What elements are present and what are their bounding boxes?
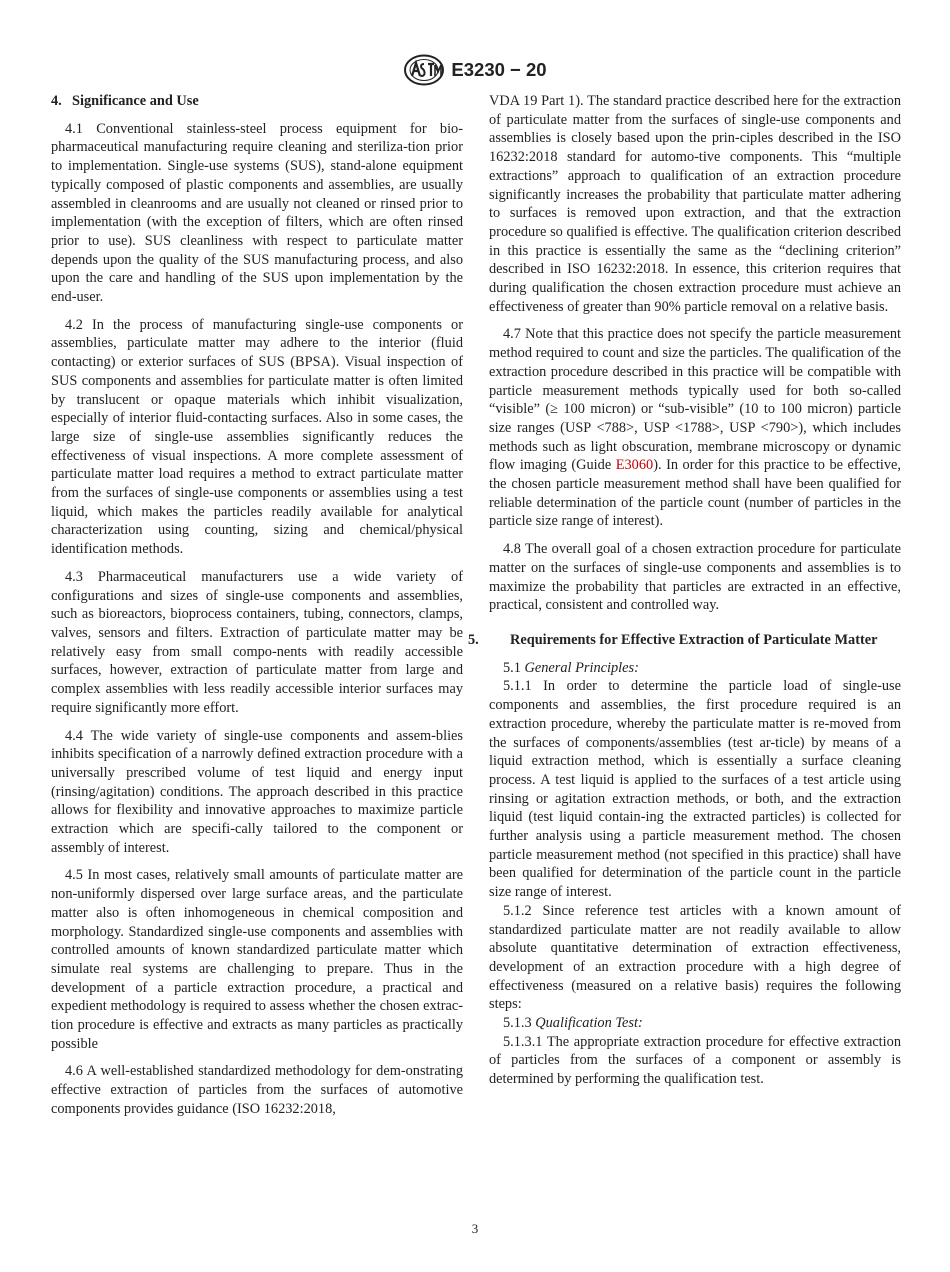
paragraph-4-7-text-b: ). In order for this practice to be effective, the chosen particle measurement method shall have been qualified for reliable determination of the particle count (number of particles in the particle size range of interest).	[489, 457, 902, 530]
section-4-heading	[51, 92, 463, 111]
paragraph-5-1	[489, 659, 901, 678]
paragraph-5-1-number: 5.1	[503, 659, 521, 676]
paragraph-4-5: 4.5 In most cases, relatively small amounts of particulate matter are non-uniformly dispersed over large surface areas, and the particulate matter also is often inhomogeneous in chemical composition and morphology. Standardized single-use components and assemblies with controlled amounts of known standardized particulate matter which simulate real systems are challenging to prepare. Thus in the development of a particle extraction procedure, a practical and expedient methodology is required to assess whether the chosen extrac-tion procedure is effective and extracts as many particles as practically possible	[51, 867, 463, 1052]
page-number: 3	[471, 1221, 479, 1236]
paragraph-4-1: 4.1 Conventional stainless-steel process equipment for bio-pharmaceutical manufacturing require cleaning and steriliza-tion prior to implementation. Single-use systems (SUS), stand-alone equipment typically composed of plastic components and assemblies, are usually assembled in cleanrooms and are usually not cleaned or rinsed prior to implementation (with the exception of filters, which are often rinsed prior to use). SUS cleanliness with respect to particulate matter depends upon the quality of the SUS manufacturing process, and also upon the care and handling of the SUS upon implementation by the end-user.	[51, 120, 463, 306]
paragraph-5-1-3-1: 5.1.3.1 The appropriate extraction procedure for effective extraction of particles from the surfaces of a component or assembly is determined by performing the qualification test.	[489, 1033, 901, 1088]
paragraph-5-1-3-title: Qualification Test:	[535, 1015, 643, 1032]
paragraph-5-1-3-number: 5.1.3	[503, 1015, 532, 1032]
left-column	[51, 92, 463, 1119]
document-designation: E3230 − 20	[451, 59, 547, 80]
section-4-number: 4.	[51, 93, 62, 109]
page-header	[0, 54, 950, 86]
paragraph-4-2: 4.2 In the process of manufacturing single-use components or assemblies, particulate matter may adhere to the interior (fluid contacting) or exterior surfaces of SUS (BPSA). Visual inspection of SUS components and assemblies for particulate matter is often limited by translucent or opaque materials which inhibit visualization, especially of interior fluid-contacting surfaces. Also in some cases, the large size of single-use assemblies significantly reduces the effectiveness of visual inspections. A more complete assessment of particulate matter load requires a method to extract particulate matter from the surfaces of single-use components or assemblies using a test liquid, which makes the particles readily available for analytical characterization using counting, sizing and chemical/physical identification methods.	[51, 316, 463, 558]
section-5-title: Requirements for Effective Extraction of Particulate Matter	[510, 631, 878, 648]
guide-e3060-link[interactable]: E3060	[615, 457, 654, 474]
paragraph-4-6: 4.6 A well-established standardized methodology for dem-onstrating effective extraction of particles from the surfaces of automotive components provides guidance (ISO 16232:2018,	[51, 1063, 463, 1117]
paragraph-4-7-text-a: 4.7 Note that this practice does not specify the particle measurement method required to count and size the particles. The qualification of the extraction procedure described in this practice will be compatible with particle measurement methods typically used for both so-called “visible” (≥ 100 micron) or “sub-visible” (10 to 100 micron) particle size ranges (USP <788>, USP <1788>, USP <790>), which includes methods such as light obscuration, membrane microscopy or dynamic flow imaging (Guide	[489, 326, 901, 474]
section-5-heading	[468, 631, 901, 650]
right-column	[468, 92, 902, 1089]
paragraph-4-7	[489, 325, 901, 531]
paragraph-4-8: 4.8 The overall goal of a chosen extraction procedure for particulate matter on the surfaces of single-use components and assemblies is to maximize the probability that particles are extracted in an effective, practical, consistent and controlled way.	[489, 541, 901, 614]
paragraph-5-1-2: 5.1.2 Since reference test articles with a known amount of standardized particulate matter are not readily available to allow absolute quantitative determination of extraction effectiveness, development of an extraction procedure with a high degree of effectiveness (measured on a relative basis) requires the following steps:	[489, 902, 901, 1013]
paragraph-5-1-3	[489, 1014, 901, 1033]
paragraph-5-1-title: General Principles:	[524, 659, 639, 676]
paragraph-5-1-1: 5.1.1 In order to determine the particle load of single-use components and assemblies, the first procedure required is an extraction procedure, whereby the particulate matter is re-moved from the surfaces of components/assemblies (test ar-ticle) by means of a liquid extraction method, which is essentially a surface cleaning process. A test liquid is applied to the surfaces of a test article using rinsing or agitation extraction methods, or both, and the extraction liquid (test liquid contain-ing the extracted particles) is collected for further analysis using a particle measurement method. The chosen particle measurement method (not specified in this practice) shall have been qualified for determination of the particle count in the particle size range of interest.	[489, 678, 901, 901]
paragraph-4-3: 4.3 Pharmaceutical manufacturers use a wide variety of configurations and sizes of single-use components and assemblies, such as bioreactors, bioprocess containers, tubing, connectors, clamps, valves, sensors and filters. Extraction of particulate matter may be relatively easy from small compo-nents with readily accessible surfaces, however, extraction of particulate matter from large and complex assemblies with less readily accessible interior surfaces may require significantly more effort.	[51, 568, 463, 716]
section-5-number: 5.	[468, 631, 479, 648]
astm-logo-icon	[403, 54, 445, 86]
section-4-title: Significance and Use	[72, 93, 199, 109]
paragraph-4-4: 4.4 The wide variety of single-use components and assem-blies inhibits specification of a narrowly defined extraction procedure with a universally prescribed volume of test liquid and energy input (rinsing/agitation) conditions. The approach described in this practice allows for flexibility and innovative approaches to maximize particle extraction which are specifi-cally tailored to the component or assembly of interest.	[51, 727, 463, 856]
paragraph-4-6-continued: VDA 19 Part 1). The standard practice described here for the extraction of particulate matter from the surfaces of single-use components and assemblies is closely based upon the prin-ciples described in the ISO 16232:2018 standard for automo-tive components. This “multiple extractions” approach to qualification of an extraction procedure significantly increases the probability that particulate matter adhering to surfaces is removed upon extraction, and that the extraction procedure so qualified is effective. The qualification criterion described in this practice is essentially the same as the “declining criterion” described in ISO 16232:2018. In essence, this criterion requires that during qualification the chosen extraction procedure must achieve an effectiveness of greater than 90% particle removal on a relative basis.	[489, 93, 901, 315]
